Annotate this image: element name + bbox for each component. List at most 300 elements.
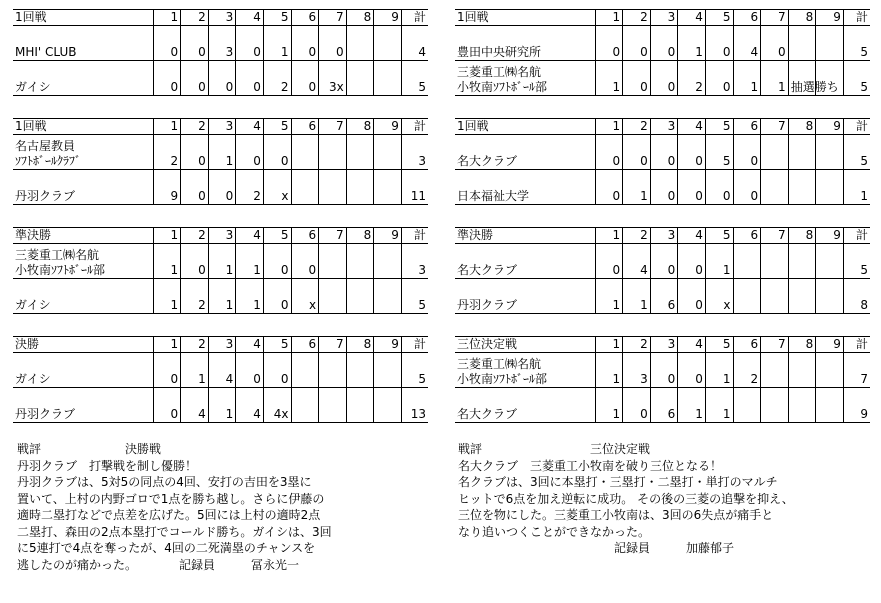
inning-score: 0 [208,170,236,205]
inning-score: 0 [319,26,347,61]
scoreboard-table [455,336,870,423]
inning-score: 1 [678,388,706,423]
team-name [13,244,153,279]
team-score-row [13,279,428,314]
inning-score: 1 [263,26,291,61]
inning-score: 1 [153,279,181,314]
commentary-line: 適時二塁打などで点差を広げた。5回には上村の適時2点 [17,508,321,522]
inning-score: 1 [678,26,706,61]
inning-score: 0 [181,170,209,205]
inning-header: 8 [788,119,816,135]
team-score-row [455,353,870,388]
team-score-row [13,61,428,96]
team-name-line: 三菱重工㈱名航 [15,248,100,262]
inning-header: 1 [595,337,623,353]
team-score-row [13,26,428,61]
inning-score [374,26,402,61]
total-score: 8 [843,279,870,314]
inning-score: 6 [650,388,678,423]
inning-score: 0 [208,61,236,96]
commentary-line: 戦評 決勝戦 [17,442,162,456]
inning-score: 0 [153,61,181,96]
team-name [455,244,595,279]
team-name [13,170,153,205]
inning-score [761,353,789,388]
inning-score: 0 [263,244,291,279]
inning-score: 0 [650,61,678,96]
inning-score: 1 [208,135,236,170]
inning-score: 2 [678,61,706,96]
inning-header: 4 [678,119,706,135]
team-score-row [13,135,428,170]
total-score: 5 [401,353,428,388]
inning-score: 0 [181,244,209,279]
inning-header: 1 [153,337,181,353]
inning-score: 1 [208,279,236,314]
scoreboard-header-row [455,119,870,135]
inning-header: 8 [346,228,374,244]
inning-header: 4 [678,10,706,26]
inning-header: 9 [816,337,844,353]
commentary-line: 名クラブは、3回に本塁打・三塁打・二塁打・単打のマルチ [458,475,778,489]
inning-score [346,61,374,96]
inning-score [374,61,402,96]
inning-score [291,170,319,205]
inning-score [733,279,761,314]
inning-score: 0 [678,353,706,388]
inning-score [374,244,402,279]
total-score: 13 [401,388,428,423]
inning-header: 5 [263,337,291,353]
inning-score: 0 [705,61,733,96]
total-score: 11 [401,170,428,205]
inning-score [816,135,844,170]
inning-score: 1 [153,244,181,279]
team-name [13,388,153,423]
scoreboard-header-row [455,10,870,26]
inning-score [346,244,374,279]
inning-score: 1 [595,353,623,388]
team-name [455,279,595,314]
inning-header: 2 [181,228,209,244]
total-header: 計 [843,10,870,26]
scoreboard-header-row [455,228,870,244]
inning-score [816,279,844,314]
inning-header: 6 [291,228,319,244]
inning-header: 8 [788,228,816,244]
inning-score: 0 [678,244,706,279]
inning-header: 1 [595,228,623,244]
team-name [13,26,153,61]
inning-score: 0 [733,170,761,205]
inning-score: 4 [208,353,236,388]
total-score: 3 [401,135,428,170]
inning-score [319,388,347,423]
commentary-line: に5連打で4点を奪ったが、4回の二死満塁のチャンスを [17,541,316,555]
team-name-line: MHI' CLUB [15,45,77,59]
inning-header: 2 [623,10,651,26]
inning-score [346,170,374,205]
inning-score [761,279,789,314]
inning-score: 1 [761,61,789,96]
inning-header: 2 [623,337,651,353]
inning-score: 0 [181,26,209,61]
team-name-line: ｿﾌﾄﾎﾞｰﾙｸﾗﾌﾞ [15,154,82,168]
inning-score: 0 [595,135,623,170]
inning-header: 5 [705,228,733,244]
inning-score: 0 [650,135,678,170]
inning-header: 1 [153,10,181,26]
game-round-title: 1回戦 [455,10,595,26]
inning-score [374,353,402,388]
inning-header: 3 [650,119,678,135]
scoreboard-table [13,118,428,205]
inning-score [319,279,347,314]
inning-score: 0 [705,26,733,61]
inning-score: 0 [181,135,209,170]
inning-score: 0 [623,135,651,170]
inning-score: 9 [153,170,181,205]
inning-score: 0 [291,26,319,61]
inning-header: 3 [650,337,678,353]
inning-score: 1 [623,279,651,314]
game-round-title: 三位決定戦 [455,337,595,353]
total-score: 5 [843,26,870,61]
inning-header: 1 [153,119,181,135]
inning-score: 0 [761,26,789,61]
team-name [455,26,595,61]
inning-score: 1 [705,244,733,279]
inning-score: 2 [153,135,181,170]
inning-header: 6 [733,337,761,353]
inning-score: 0 [623,388,651,423]
inning-score: 0 [263,279,291,314]
team-score-row [455,26,870,61]
inning-header: 2 [623,228,651,244]
scoreboard-table [13,9,428,96]
inning-header: 7 [761,119,789,135]
scoreboard-header-row [13,119,428,135]
inning-score [346,388,374,423]
inning-score [319,353,347,388]
team-name [455,61,595,96]
scoreboard-table [455,227,870,314]
team-score-row [455,135,870,170]
total-score: 5 [843,61,870,96]
inning-header: 7 [761,10,789,26]
team-score-row [455,244,870,279]
team-name-line: 丹羽クラブ [457,298,518,312]
total-score: 5 [843,244,870,279]
inning-score [319,170,347,205]
inning-score: 0 [236,353,264,388]
inning-score: 4 [733,26,761,61]
inning-header: 4 [236,228,264,244]
inning-header: 3 [650,228,678,244]
total-header: 計 [401,10,428,26]
inning-score: 0 [733,135,761,170]
inning-score [374,135,402,170]
inning-score: 1 [181,353,209,388]
total-header: 計 [401,119,428,135]
total-score: 5 [843,135,870,170]
team-name-line: 三菱重工㈱名航 [457,357,542,371]
total-score: 3 [401,244,428,279]
inning-score [291,353,319,388]
inning-header: 4 [236,337,264,353]
inning-score [291,388,319,423]
inning-score: x [291,279,319,314]
inning-header: 7 [761,228,789,244]
inning-score: 0 [291,61,319,96]
inning-header: 8 [346,337,374,353]
total-score: 5 [401,61,428,96]
commentary-line: 三位を物にした。三菱重工小牧南は、3回の6失点が痛手と [458,508,774,522]
inning-header: 8 [346,119,374,135]
inning-header: 5 [263,119,291,135]
scoreboard-table [13,227,428,314]
inning-header: 7 [319,119,347,135]
inning-score [788,170,816,205]
inning-header: 7 [319,228,347,244]
inning-header: 7 [319,10,347,26]
total-header: 計 [843,337,870,353]
inning-score: x [263,170,291,205]
inning-score: 1 [208,388,236,423]
inning-header: 1 [595,119,623,135]
inning-score: 3x [319,61,347,96]
team-name-line: 名大クラブ [457,263,518,277]
inning-score: 0 [153,388,181,423]
inning-score [816,388,844,423]
inning-score: 3 [623,353,651,388]
inning-score: 0 [595,244,623,279]
scoreboard-table [455,9,870,96]
inning-score [374,170,402,205]
total-score: 4 [401,26,428,61]
inning-header: 3 [208,228,236,244]
inning-header: 6 [291,10,319,26]
inning-header: 5 [705,337,733,353]
inning-score: 0 [678,170,706,205]
inning-header: 5 [705,119,733,135]
inning-score [816,353,844,388]
inning-score: 1 [595,61,623,96]
inning-score [788,388,816,423]
inning-header: 6 [733,119,761,135]
inning-score: 1 [733,61,761,96]
inning-header: 6 [291,119,319,135]
inning-header: 5 [263,228,291,244]
inning-score [761,244,789,279]
inning-score: 0 [291,244,319,279]
inning-score: 0 [650,353,678,388]
inning-header: 2 [623,119,651,135]
inning-score: 4 [623,244,651,279]
team-name-line: 豊田中央研究所 [457,45,542,59]
game-round-title: 準決勝 [13,228,153,244]
inning-score [816,170,844,205]
inning-score [788,244,816,279]
commentary-line: 記録員 加藤郁子 [458,541,735,555]
inning-score: 0 [650,244,678,279]
inning-score [374,388,402,423]
inning-header: 9 [374,337,402,353]
inning-header: 1 [595,10,623,26]
team-score-row [455,61,870,96]
total-score: 1 [843,170,870,205]
team-score-row [13,170,428,205]
inning-score: 5 [705,135,733,170]
commentary-final [17,441,332,573]
inning-header: 9 [816,228,844,244]
inning-score: 0 [678,135,706,170]
inning-header: 7 [319,337,347,353]
inning-header: 3 [208,119,236,135]
inning-score: 2 [263,61,291,96]
inning-header: 4 [678,337,706,353]
inning-score: 0 [595,26,623,61]
inning-score: 2 [733,353,761,388]
inning-header: 8 [788,10,816,26]
team-name-line: ガイシ [15,298,51,312]
inning-score [788,26,816,61]
scoreboard-header-row [13,337,428,353]
inning-header: 8 [788,337,816,353]
inning-score: 1 [208,244,236,279]
team-name [13,61,153,96]
inning-header: 6 [733,10,761,26]
team-name [455,353,595,388]
team-name-line: ガイシ [15,372,51,386]
inning-score [346,26,374,61]
inning-score: 0 [650,26,678,61]
inning-header: 3 [208,337,236,353]
inning-score [788,279,816,314]
inning-header: 9 [374,10,402,26]
commentary-third-place [458,441,794,557]
inning-score: 0 [236,135,264,170]
inning-score [346,353,374,388]
inning-header: 8 [346,10,374,26]
inning-header: 4 [678,228,706,244]
total-score: 7 [843,353,870,388]
inning-score [761,170,789,205]
inning-score: 0 [236,61,264,96]
team-score-row [13,388,428,423]
inning-score [788,135,816,170]
inning-header: 6 [733,228,761,244]
commentary-line: 逃したのが痛かった。 記録員 冨永光一 [17,557,300,572]
inning-score [788,353,816,388]
scoreboard-table [13,336,428,423]
team-name-line: 小牧南ｿﾌﾄﾎﾞｰﾙ部 [457,372,548,386]
total-header: 計 [843,119,870,135]
team-name-line: 日本福祉大学 [457,189,530,203]
inning-score [816,26,844,61]
inning-score: 2 [181,279,209,314]
team-name [13,135,153,170]
inning-score: 0 [153,353,181,388]
commentary-line: ヒットで6点を加え逆転に成功。 その後の三菱の追撃を抑え、 [458,491,794,506]
inning-score: 0 [153,26,181,61]
team-name [455,135,595,170]
inning-score: 0 [623,26,651,61]
scoreboard-header-row [455,337,870,353]
game-round-title: 決勝 [13,337,153,353]
team-score-row [13,353,428,388]
team-name-line: 三菱重工㈱名航 [457,65,542,79]
commentary-line: 丹羽クラブ 打撃戦を制し優勝！ [17,458,198,473]
inning-score: 1 [705,353,733,388]
inning-score: 2 [236,170,264,205]
total-score: 5 [401,279,428,314]
inning-score [291,135,319,170]
game-round-title: 準決勝 [455,228,595,244]
team-name-line: 名古屋教員 [15,139,76,153]
inning-header: 1 [153,228,181,244]
inning-header: 2 [181,337,209,353]
inning-score: 0 [236,26,264,61]
inning-header: 7 [761,337,789,353]
inning-header: 9 [816,119,844,135]
inning-score: 0 [263,353,291,388]
inning-score [733,244,761,279]
team-name [455,170,595,205]
commentary-line: 丹羽クラブは、5対5の同点の4回、安打の吉田を3塁に [17,475,312,489]
inning-score: 3 [208,26,236,61]
inning-score: 4 [236,388,264,423]
team-name-line: ガイシ [15,80,51,94]
total-score: 9 [843,388,870,423]
inning-header: 5 [705,10,733,26]
inning-score [346,279,374,314]
inning-score: 1 [595,388,623,423]
team-score-row [455,388,870,423]
commentary-line: 二塁打、森田の2点本塁打でコールド勝ち。ガイシは、3回 [17,524,332,539]
inning-score [374,279,402,314]
inning-score [816,244,844,279]
inning-score [319,135,347,170]
inning-header: 9 [374,228,402,244]
team-score-row [455,170,870,205]
inning-header: 5 [263,10,291,26]
commentary-line: 置いて、上村の内野ゴロで1点を勝ち越し。さらに伊藤の [17,491,325,506]
scoreboard-header-row [13,10,428,26]
inning-score: 0 [678,279,706,314]
inning-score: 0 [595,170,623,205]
team-name-line: 小牧南ｿﾌﾄﾎﾞｰﾙ部 [457,80,548,94]
inning-header: 6 [291,337,319,353]
inning-header: 9 [374,119,402,135]
inning-score: 1 [595,279,623,314]
total-header: 計 [843,228,870,244]
inning-score: 抽選勝ち [788,61,816,96]
commentary-line: 戦評 三位決定戦 [458,442,651,456]
inning-score: 0 [181,61,209,96]
inning-header: 3 [208,10,236,26]
scoreboard-table [455,118,870,205]
game-round-title: 1回戦 [13,119,153,135]
inning-score: 0 [650,170,678,205]
team-score-row [13,244,428,279]
inning-score [761,135,789,170]
inning-score: x [705,279,733,314]
inning-score [346,135,374,170]
inning-score [319,244,347,279]
team-name [13,279,153,314]
commentary-line: 名大クラブ 三菱重工小牧南を破り三位となる！ [458,458,723,473]
